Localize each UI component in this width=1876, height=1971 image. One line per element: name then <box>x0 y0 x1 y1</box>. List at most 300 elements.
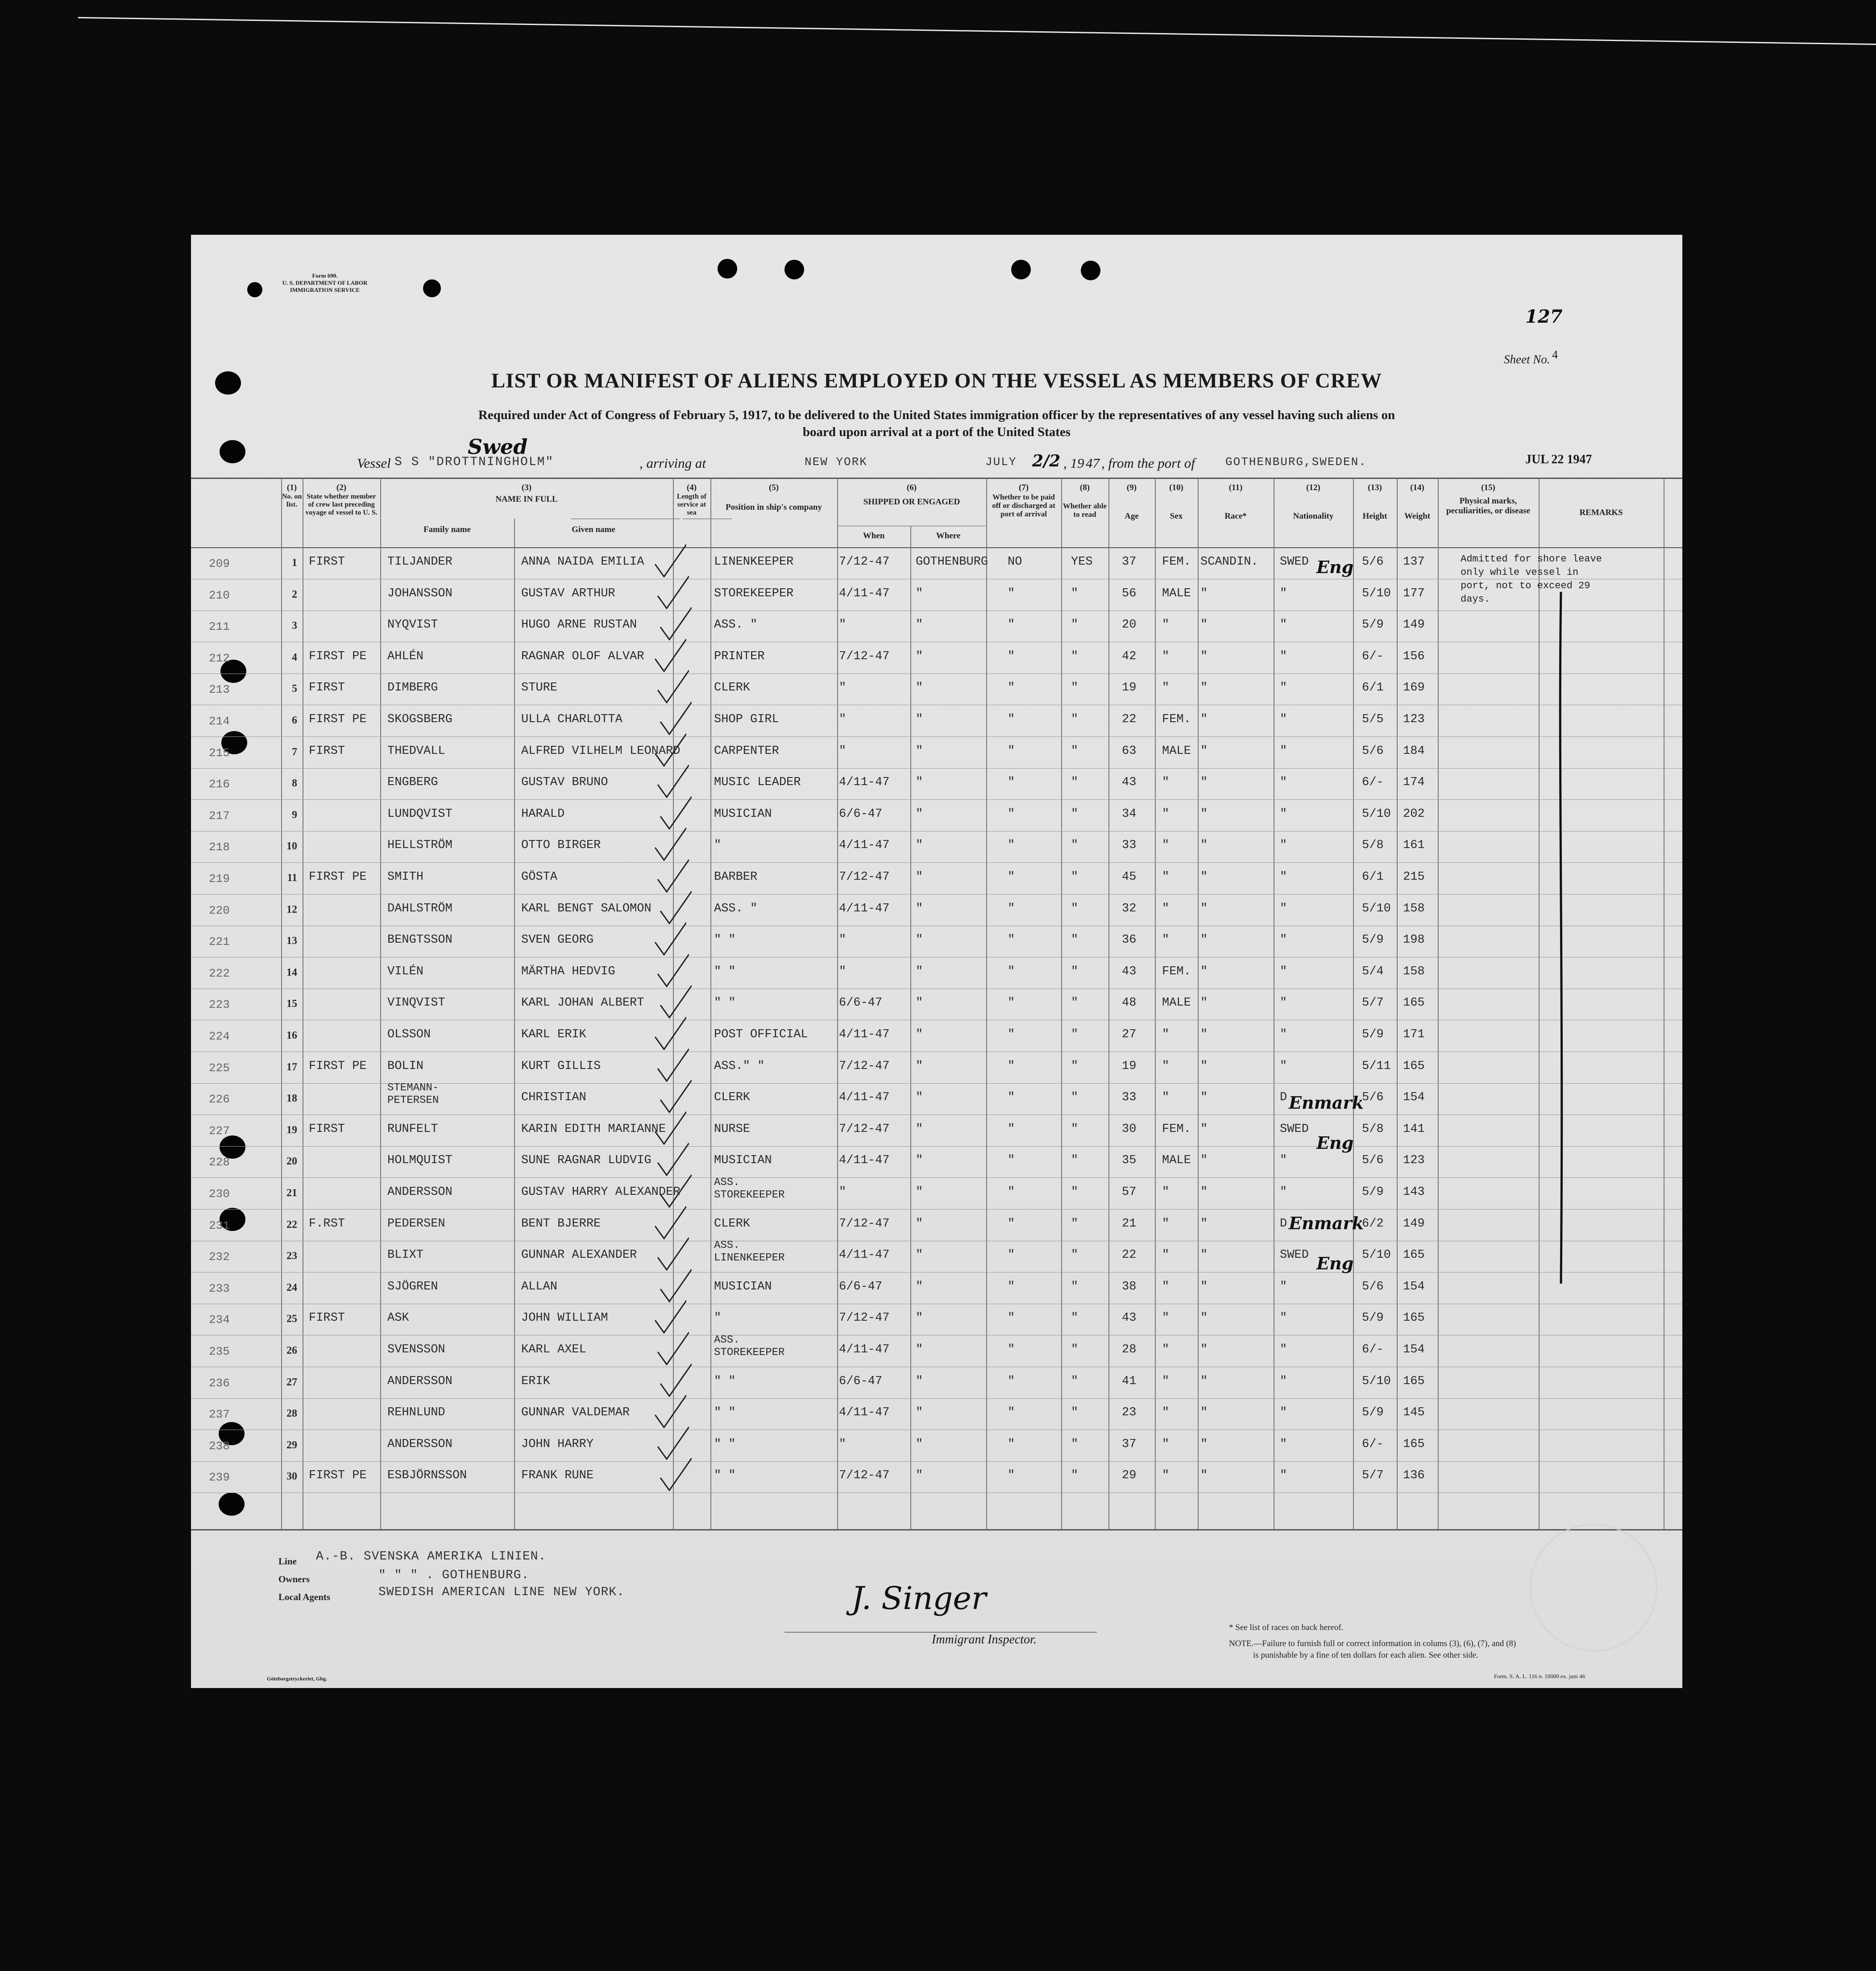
height: 6/- <box>1362 1437 1384 1451</box>
position: CLERK <box>714 681 751 695</box>
nationality: SWED <box>1280 1122 1309 1136</box>
shipped-when: 4/11-47 <box>839 1406 890 1420</box>
checkmark-icon <box>651 920 686 956</box>
paid-off: " <box>1008 1343 1015 1356</box>
sheet-number: 4 <box>1552 348 1558 361</box>
age: 20 <box>1122 618 1137 632</box>
race: " <box>1200 681 1208 695</box>
film-edge-line <box>78 17 1876 45</box>
row-number: 23 <box>286 1250 297 1262</box>
col5-number: (5) <box>768 483 779 492</box>
shipped-when: 4/11-47 <box>839 1091 890 1105</box>
sex: " <box>1162 1280 1170 1293</box>
shipped-where: " <box>916 1248 923 1262</box>
shipped-when: 4/11-47 <box>839 1028 890 1041</box>
position: " " <box>714 965 736 978</box>
shipped-where: " <box>916 1217 923 1231</box>
row-number: 26 <box>286 1345 297 1356</box>
height: 5/6 <box>1362 1091 1384 1105</box>
paid-off: " <box>1008 902 1015 915</box>
row-number: 18 <box>286 1093 297 1105</box>
crew-row <box>191 1368 1682 1399</box>
sex: " <box>1162 681 1170 695</box>
race: " <box>1200 839 1208 852</box>
row-number: 21 <box>286 1187 297 1199</box>
nationality: " <box>1280 1154 1287 1168</box>
checkmark-icon <box>656 1172 692 1208</box>
position: STOREKEEPER <box>714 586 794 600</box>
sex: " <box>1162 1248 1170 1262</box>
row-margin-number: 213 <box>209 683 230 697</box>
row-margin-number: 236 <box>209 1376 230 1390</box>
nationality-mark: Enmark <box>1289 1093 1364 1113</box>
sex: " <box>1162 1217 1170 1231</box>
height: 5/9 <box>1362 1185 1384 1199</box>
row-margin-number: 210 <box>209 588 230 602</box>
note-line-2: is punishable by a fine of ten dollars for each alien. See other side. <box>1253 1651 1478 1660</box>
age: 22 <box>1122 713 1137 726</box>
race: " <box>1200 965 1208 978</box>
shipped-where: " <box>916 1343 923 1356</box>
shipped-when: 4/11-47 <box>839 1248 890 1262</box>
row-margin-number: 239 <box>209 1471 230 1484</box>
height: 5/10 <box>1362 1374 1391 1388</box>
local-agents-value: SWEDISH AMERICAN LINE NEW YORK. <box>378 1585 625 1599</box>
position: CLERK <box>714 1217 751 1231</box>
weight: 141 <box>1403 1122 1425 1136</box>
weight: 202 <box>1403 807 1425 821</box>
height-header: Height <box>1362 511 1387 521</box>
arrival-port: NEW YORK <box>805 455 867 469</box>
checkmark-icon <box>653 1235 689 1271</box>
position: ASS. " <box>714 902 758 915</box>
crew-row <box>191 1336 1682 1367</box>
arrival-year: 47 <box>1086 455 1100 471</box>
nationality-mark: Eng <box>1316 557 1354 577</box>
shipped-where: " <box>916 1311 923 1325</box>
weight: 174 <box>1403 776 1425 790</box>
previous-voyage: FIRST PE <box>309 1059 367 1073</box>
weight: 165 <box>1403 996 1425 1010</box>
height: 6/2 <box>1362 1217 1384 1231</box>
vessel-name: S S "DROTTNINGHOLM" <box>394 455 554 469</box>
checkmark-icon <box>653 1140 689 1176</box>
height: 5/9 <box>1362 1311 1384 1325</box>
family-name: NYQVIST <box>387 618 438 632</box>
race: " <box>1200 744 1208 758</box>
shipped-where: " <box>916 776 923 790</box>
weight: 161 <box>1403 839 1425 852</box>
checkmark-icon <box>656 1455 692 1491</box>
given-name: KURT GILLIS <box>521 1059 601 1073</box>
height: 5/10 <box>1362 902 1391 915</box>
row-margin-number: 218 <box>209 840 230 854</box>
given-name: RAGNAR OLOF ALVAR <box>521 649 644 663</box>
row-number: 17 <box>286 1061 297 1073</box>
position: " " <box>714 933 736 947</box>
row-number: 8 <box>292 778 297 790</box>
shipped-where: " <box>916 681 923 695</box>
crew-row <box>191 611 1682 642</box>
weight: 154 <box>1403 1091 1425 1105</box>
family-name-header: Family name <box>423 525 471 534</box>
sex-header: Sex <box>1170 511 1183 521</box>
checkmark-icon <box>653 952 689 987</box>
position: " " <box>714 1437 736 1451</box>
crew-row <box>191 1052 1682 1084</box>
row-number: 29 <box>286 1439 297 1451</box>
row-margin-number: 211 <box>209 620 230 634</box>
position: PRINTER <box>714 649 765 663</box>
family-name: ASK <box>387 1311 409 1325</box>
height: 6/- <box>1362 649 1384 663</box>
col7-number: (7) <box>1018 483 1029 492</box>
row-margin-number: 222 <box>209 966 230 980</box>
nationality: SWED <box>1280 1248 1309 1262</box>
crew-table-body <box>191 548 1682 1528</box>
crew-row <box>191 1462 1682 1493</box>
height: 5/6 <box>1362 1154 1384 1168</box>
row-margin-number: 212 <box>209 651 230 665</box>
paid-off: " <box>1008 1122 1015 1136</box>
sex: " <box>1162 933 1170 947</box>
height: 5/5 <box>1362 713 1384 726</box>
race: " <box>1200 1122 1208 1136</box>
shipped-where: " <box>916 1185 923 1199</box>
paid-off: " <box>1008 996 1015 1010</box>
weight: 149 <box>1403 1217 1425 1231</box>
sex: " <box>1162 1091 1170 1105</box>
height: 5/8 <box>1362 839 1384 852</box>
family-name: RUNFELT <box>387 1122 438 1136</box>
col3-header: NAME IN FULL <box>495 495 558 504</box>
able-to-read: " <box>1071 1122 1079 1136</box>
crew-row <box>191 1147 1682 1178</box>
row-number: 14 <box>286 966 297 978</box>
given-name: BENT BJERRE <box>521 1217 601 1231</box>
race-header: Race* <box>1224 511 1247 521</box>
height: 5/9 <box>1362 1028 1384 1041</box>
able-to-read: " <box>1071 1185 1079 1199</box>
age: 33 <box>1122 1091 1137 1105</box>
able-to-read: " <box>1071 839 1079 852</box>
crew-row <box>191 769 1682 800</box>
shipped-where: " <box>916 586 923 600</box>
family-name: HOLMQUIST <box>387 1154 452 1168</box>
race: " <box>1200 870 1208 884</box>
shipped-where: " <box>916 1091 923 1105</box>
shipped-when: 6/6-47 <box>839 1374 883 1388</box>
from-label: , from the port of <box>1101 455 1195 471</box>
age: 57 <box>1122 1185 1137 1199</box>
race: " <box>1200 902 1208 915</box>
crew-row <box>191 863 1682 894</box>
age: 41 <box>1122 1374 1137 1388</box>
position: " <box>714 839 722 852</box>
position: ASS. " <box>714 618 758 632</box>
position: SHOP GIRL <box>714 713 779 726</box>
able-to-read: " <box>1071 1154 1079 1168</box>
col1-header: No. on list. <box>282 493 302 508</box>
age: 37 <box>1122 1437 1137 1451</box>
paid-off: " <box>1008 649 1015 663</box>
weight: 158 <box>1403 902 1425 915</box>
nationality: " <box>1280 681 1287 695</box>
paid-off: " <box>1008 1028 1015 1041</box>
age: 43 <box>1122 965 1137 978</box>
nationality: " <box>1280 744 1287 758</box>
row-margin-number: 231 <box>209 1218 230 1232</box>
race: " <box>1200 1185 1208 1199</box>
family-name: DIMBERG <box>387 681 438 695</box>
race: " <box>1200 1059 1208 1073</box>
paid-off: " <box>1008 744 1015 758</box>
nationality: " <box>1280 1406 1287 1420</box>
weight: 149 <box>1403 618 1425 632</box>
sex: " <box>1162 1185 1170 1199</box>
race: " <box>1200 807 1208 821</box>
previous-voyage: F.RST <box>309 1217 345 1231</box>
given-name: KARL BENGT SALOMON <box>521 902 652 915</box>
nationality: " <box>1280 776 1287 790</box>
previous-voyage: FIRST PE <box>309 713 367 726</box>
family-name: REHNLUND <box>387 1406 445 1420</box>
position: MUSICIAN <box>714 807 772 821</box>
age: 36 <box>1122 933 1137 947</box>
crew-row <box>191 643 1682 674</box>
nationality-mark: Eng <box>1316 1133 1354 1153</box>
crew-row <box>191 1115 1682 1147</box>
position: LINENKEEPER <box>714 555 794 569</box>
race: " <box>1200 649 1208 663</box>
crew-row <box>191 926 1682 957</box>
family-name: AHLÉN <box>387 649 424 663</box>
col8-header: Whether able to read <box>1063 502 1107 519</box>
weight: 154 <box>1403 1280 1425 1293</box>
shipped-when: 7/12-47 <box>839 1122 890 1136</box>
col4-number: (4) <box>686 483 697 492</box>
date-stamp: JUL 22 1947 <box>1525 453 1592 466</box>
sex: " <box>1162 902 1170 915</box>
row-margin-number: 214 <box>209 715 230 728</box>
weight: 158 <box>1403 965 1425 978</box>
paid-off: " <box>1008 1059 1015 1073</box>
col15-number: (15) <box>1481 483 1495 492</box>
sex: " <box>1162 1028 1170 1041</box>
line-label: Line <box>278 1556 297 1567</box>
paid-off: NO <box>1008 555 1022 569</box>
form-number: Form 690. <box>312 272 338 279</box>
able-to-read: " <box>1071 1028 1079 1041</box>
checkmark-icon <box>656 1267 692 1302</box>
able-to-read: " <box>1071 1311 1079 1325</box>
race: " <box>1200 1374 1208 1388</box>
table-bottom-rule <box>191 1529 1682 1530</box>
checkmark-icon <box>651 1204 686 1239</box>
embossed-seal <box>1530 1524 1657 1651</box>
given-name: ULLA CHARLOTTA <box>521 713 623 726</box>
able-to-read: " <box>1071 1343 1079 1356</box>
arrival-month: JULY <box>985 455 1017 469</box>
paid-off: " <box>1008 1217 1015 1231</box>
shipped-where: " <box>916 1154 923 1168</box>
row-number: 6 <box>292 715 297 726</box>
height: 5/9 <box>1362 1406 1384 1420</box>
sex: " <box>1162 1343 1170 1356</box>
department: U. S. DEPARTMENT OF LABOR <box>282 279 368 286</box>
age-header: Age <box>1125 511 1139 521</box>
position: ASS. LINENKEEPER <box>714 1239 785 1264</box>
paid-off: " <box>1008 1248 1015 1262</box>
family-name: BENGTSSON <box>387 933 452 947</box>
row-margin-number: 233 <box>209 1281 230 1295</box>
row-margin-number: 225 <box>209 1061 230 1075</box>
given-name: KARIN EDITH MARIANNE <box>521 1122 666 1136</box>
service: IMMIGRATION SERVICE <box>290 287 360 293</box>
able-to-read: " <box>1071 1469 1079 1483</box>
line-value: A.-B. SVENSKA AMERIKA LINIEN. <box>316 1550 547 1563</box>
row-number: 9 <box>292 809 297 821</box>
row-number: 28 <box>286 1408 297 1420</box>
position: " " <box>714 1406 736 1420</box>
paid-off: " <box>1008 586 1015 600</box>
checkmark-icon <box>656 983 692 1019</box>
arrival-day: 2/2 <box>1032 452 1061 470</box>
row-margin-number: 217 <box>209 809 230 823</box>
height: 5/7 <box>1362 1469 1384 1483</box>
given-name: JOHN WILLIAM <box>521 1311 608 1325</box>
sex: MALE <box>1162 1154 1191 1168</box>
subtitle-line-1: Required under Act of Congress of February 5, 1917, to be delivered to the United States immigration officer by the representatives of any vessel having such aliens on <box>478 408 1395 422</box>
printer-mark: Göteborgstryckeriet, Gbg. <box>267 1676 327 1682</box>
sex: MALE <box>1162 996 1191 1010</box>
paid-off: " <box>1008 1154 1015 1168</box>
sex: " <box>1162 618 1170 632</box>
year-prefix: , 19 <box>1063 455 1084 471</box>
nationality: " <box>1280 713 1287 726</box>
nationality: " <box>1280 1374 1287 1388</box>
row-number: 3 <box>292 620 297 632</box>
race: " <box>1200 1280 1208 1293</box>
nationality: " <box>1280 996 1287 1010</box>
paid-off: " <box>1008 1437 1015 1451</box>
row-margin-number: 238 <box>209 1439 230 1453</box>
row-number: 15 <box>286 998 297 1010</box>
row-margin-number: 209 <box>209 557 230 570</box>
able-to-read: " <box>1071 744 1079 758</box>
checkmark-icon <box>656 1361 692 1397</box>
able-to-read: " <box>1071 807 1079 821</box>
remarks-bracket-line <box>1548 592 1574 1288</box>
sex: " <box>1162 1437 1170 1451</box>
checkmark-icon <box>651 1109 686 1145</box>
row-number: 24 <box>286 1281 297 1293</box>
weight-header: Weight <box>1404 511 1431 521</box>
shipped-where: " <box>916 649 923 663</box>
owners-label: Owners <box>278 1574 310 1584</box>
weight: 177 <box>1403 586 1425 600</box>
race: " <box>1200 1469 1208 1483</box>
shipped-where: " <box>916 1374 923 1388</box>
paid-off: " <box>1008 681 1015 695</box>
shipped-where: " <box>916 713 923 726</box>
position: " " <box>714 1374 736 1388</box>
given-name-header: Given name <box>572 525 615 534</box>
family-name: TILJANDER <box>387 555 452 569</box>
checkmark-icon <box>653 762 689 798</box>
shipped-when: 4/11-47 <box>839 1343 890 1356</box>
previous-voyage: FIRST <box>309 681 345 695</box>
weight: 171 <box>1403 1028 1425 1041</box>
able-to-read: " <box>1071 965 1079 978</box>
race: " <box>1200 1248 1208 1262</box>
height: 6/- <box>1362 1343 1384 1356</box>
paid-off: " <box>1008 618 1015 632</box>
race: " <box>1200 776 1208 790</box>
family-name: JOHANSSON <box>387 586 452 600</box>
shipped-when: 6/6-47 <box>839 807 883 821</box>
crew-row <box>191 1399 1682 1430</box>
height: 5/4 <box>1362 965 1384 978</box>
age: 33 <box>1122 839 1137 852</box>
paid-off: " <box>1008 1406 1015 1420</box>
race: " <box>1200 1028 1208 1041</box>
paid-off: " <box>1008 870 1015 884</box>
age: 30 <box>1122 1122 1137 1136</box>
nationality: " <box>1280 965 1287 978</box>
punch-hole <box>784 260 804 279</box>
col4-header: Length of service at sea <box>677 493 707 516</box>
sex: FEM. <box>1162 555 1191 569</box>
checkmark-icon <box>653 1330 689 1365</box>
able-to-read: " <box>1071 586 1079 600</box>
age: 45 <box>1122 870 1137 884</box>
table-top-rule <box>191 478 1682 479</box>
checkmark-icon <box>653 857 689 893</box>
row-margin-number: 215 <box>209 746 230 760</box>
sex: " <box>1162 807 1170 821</box>
nationality-header: Nationality <box>1293 511 1334 521</box>
given-name: ERIK <box>521 1374 550 1388</box>
height: 5/6 <box>1362 555 1384 569</box>
height: 6/- <box>1362 776 1384 790</box>
nationality: " <box>1280 1185 1287 1199</box>
row-number: 2 <box>292 588 297 600</box>
shipped-when: " <box>839 1437 847 1451</box>
col12-number: (12) <box>1306 483 1320 492</box>
nationality: " <box>1280 1437 1287 1451</box>
col7-header: Whether to be paid off or discharged at port of arrival <box>992 493 1055 518</box>
paid-off: " <box>1008 776 1015 790</box>
row-margin-number: 221 <box>209 935 230 949</box>
when-header: When <box>863 531 885 541</box>
shipped-where: " <box>916 618 923 632</box>
given-name: STURE <box>521 681 558 695</box>
able-to-read: " <box>1071 902 1079 915</box>
height: 5/10 <box>1362 1248 1391 1262</box>
weight: 145 <box>1403 1406 1425 1420</box>
position: CARPENTER <box>714 744 779 758</box>
crew-row <box>191 1178 1682 1210</box>
sex: " <box>1162 1374 1170 1388</box>
row-number: 5 <box>292 683 297 695</box>
position: POST OFFICIAL <box>714 1028 808 1041</box>
row-margin-number: 219 <box>209 872 230 886</box>
crew-row <box>191 989 1682 1020</box>
height: 6/1 <box>1362 870 1384 884</box>
height: 6/1 <box>1362 681 1384 695</box>
checkmark-icon <box>651 1015 686 1050</box>
